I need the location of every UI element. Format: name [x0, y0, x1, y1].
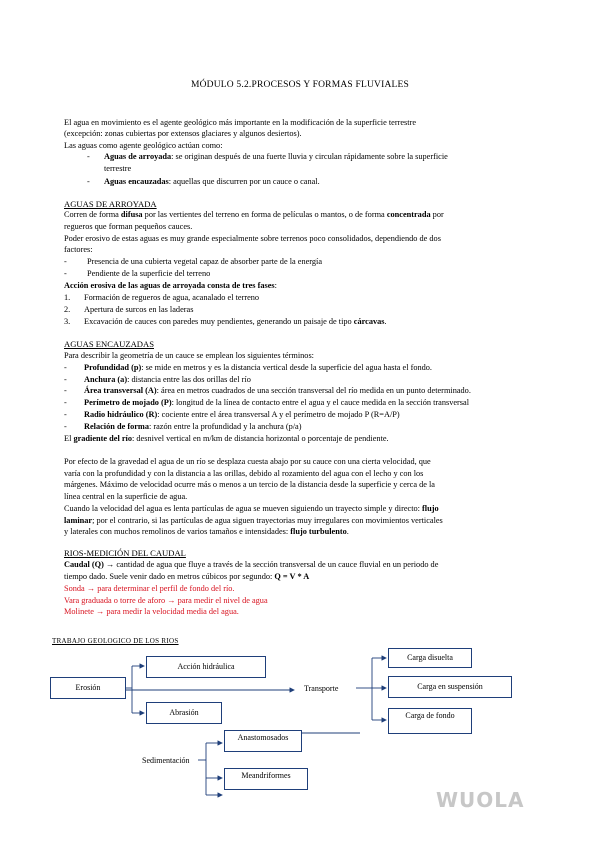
- paragraph-line: El gradiente del río: desnivel vertical en m/km de distancia horizontal o porcentaje de pendiente.: [64, 434, 389, 443]
- paragraph-line: Cuando la velocidad del agua es lenta partículas de agua se mueven siguiendo un trayecto simple y directo: flujo: [64, 504, 439, 513]
- paragraph-line: línea central en la superficie de agua.: [64, 492, 188, 501]
- anastomosados-box: Anastomosados: [224, 730, 302, 752]
- list-item: Anchura (a): distancia entre las dos orillas del río: [84, 375, 251, 384]
- list-item: Pendiente de la superficie del terreno: [87, 269, 211, 278]
- intro-line: (excepción: zonas cubiertas por extensos glaciares y algunos desiertos).: [64, 129, 302, 138]
- section-heading: AGUAS ENCAUZADAS: [64, 339, 154, 349]
- paragraph-line: factores:: [64, 245, 93, 254]
- bullet-dash: -: [64, 269, 67, 278]
- paragraph-line: Por efecto de la gravedad el agua de un río se desplaza cuesta abajo por su cauce con una cierta velocidad, que: [64, 457, 431, 466]
- paragraph-line: regueros que forman pequeños cauces.: [64, 222, 193, 231]
- list-item: Formación de regueros de agua, acanalado el terreno: [84, 293, 260, 302]
- bullet-dash: -: [64, 375, 67, 384]
- instrument-line: Molinete → para medir la velocidad media del agua.: [64, 607, 239, 616]
- list-number: 2.: [64, 305, 71, 314]
- list-item: Presencia de una cubierta vegetal capaz de absorber parte de la energía: [87, 257, 323, 266]
- term: Aguas de arroyada: [104, 152, 172, 161]
- paragraph-line: tiempo dado. Suele venir dado en metros cúbicos por segundo: Q = V * A: [64, 572, 310, 581]
- abrasion-box: Abrasión: [146, 702, 222, 724]
- diagram-title: TRABAJO GEOLOGICO DE LOS RIOS: [52, 637, 179, 645]
- term: Aguas encauzadas: [104, 177, 169, 186]
- watermark-logo: WUOLA: [436, 788, 525, 812]
- bullet-dash: -: [64, 386, 67, 395]
- bullet-dash: -: [64, 422, 67, 431]
- term-text: : se originan después de una fuerte lluvia y circulan rápidamente sobre la superficie: [171, 152, 448, 161]
- accion-hidraulica-box: Acción hidráulica: [146, 656, 266, 678]
- list-item-continuation: terrestre: [104, 164, 132, 173]
- bullet-dash: -: [64, 410, 67, 419]
- paragraph-line: laminar; por el contrario, si las partículas de agua siguen trayectorias muy irregulares con movimientos verticales: [64, 516, 443, 525]
- bullet-dash: -: [64, 363, 67, 372]
- list-number: 3.: [64, 317, 71, 326]
- transporte-label: Transporte: [304, 684, 339, 693]
- list-item: Perímetro de mojado (P): longitud de la línea de contacto entre el agua y el cauce medida en la sección transversal: [84, 398, 470, 407]
- list-item: Radio hidráulico (R): cociente entre el área transversal A y el perímetro de mojado P (R=A/P): [84, 410, 400, 419]
- intro-line: Las aguas como agente geológico actúan como:: [64, 141, 223, 150]
- paragraph-line: Corren de forma difusa por las vertientes del terreno en forma de películas o mantos, o de forma concentrada por: [64, 210, 444, 219]
- intro-line: El agua en movimiento es el agente geológico más importante en la modificación de la superficie terrestre: [64, 118, 417, 127]
- list-item: Excavación de cauces con paredes muy pendientes, generando un paisaje de tipo cárcavas.: [84, 317, 387, 326]
- bullet-dash: -: [87, 152, 90, 161]
- list-item: Apertura de surcos en las laderas: [84, 305, 194, 314]
- paragraph-line: Poder erosivo de estas aguas es muy grande especialmente sobre terrenos poco consolidados, dependiendo de dos: [64, 234, 441, 243]
- sedimentacion-label: Sedimentación: [142, 756, 190, 765]
- paragraph-line: varía con la profundidad y con la distancia a las orillas, debido al rozamiento del agua con el lecho y con los: [64, 469, 424, 478]
- paragraph-line: Acción erosiva de las aguas de arroyada consta de tres fases:: [64, 281, 277, 290]
- carga-suspension-box: Carga en suspensión: [388, 676, 512, 698]
- carga-disuelta-box: Carga disuelta: [388, 648, 472, 668]
- erosion-box: Erosión: [50, 677, 126, 699]
- paragraph-line: Caudal (Q) → cantidad de agua que fluye a través de la sección transversal de un cauce fluvial en un periodo de: [64, 560, 439, 569]
- bullet-dash: -: [87, 177, 90, 186]
- carga-fondo-box: Carga de fondo: [388, 708, 472, 734]
- list-item: Área transversal (A): área en metros cuadrados de una sección transversal del río medida en un punto determinado.: [84, 386, 471, 395]
- list-item: Profundidad (p): se mide en metros y es la distancia vertical desde la superficie del agua hasta el fondo.: [84, 363, 433, 372]
- list-number: 1.: [64, 293, 71, 302]
- instrument-line: Vara graduada o torre de aforo → para medir el nivel de agua: [64, 596, 268, 605]
- bullet-dash: -: [64, 257, 67, 266]
- bullet-dash: -: [64, 398, 67, 407]
- paragraph-line: márgenes. Máximo de velocidad ocurre más o menos a un tercio de la distancia desde la superficie y cerca de la: [64, 480, 435, 489]
- term-text: : aquellas que discurren por un cauce o canal.: [168, 177, 320, 186]
- list-item: Relación de forma: razón entre la profundidad y la anchura (p/a): [84, 422, 302, 431]
- instrument-line: Sonda → para determinar el perfil de fondo del río.: [64, 584, 235, 593]
- meandriformes-box: Meandriformes: [224, 768, 308, 790]
- section-heading: RIOS-MEDICIÓN DEL CAUDAL: [64, 548, 186, 558]
- paragraph-line: Para describir la geometría de un cauce se emplean los siguientes términos:: [64, 351, 314, 360]
- page-title: MÓDULO 5.2.PROCESOS Y FORMAS FLUVIALES: [190, 80, 410, 90]
- section-heading: AGUAS DE ARROYADA: [64, 199, 157, 209]
- paragraph-line: y laterales con muchos remolinos de varios tamaños e intensidades: flujo turbulento.: [64, 527, 349, 536]
